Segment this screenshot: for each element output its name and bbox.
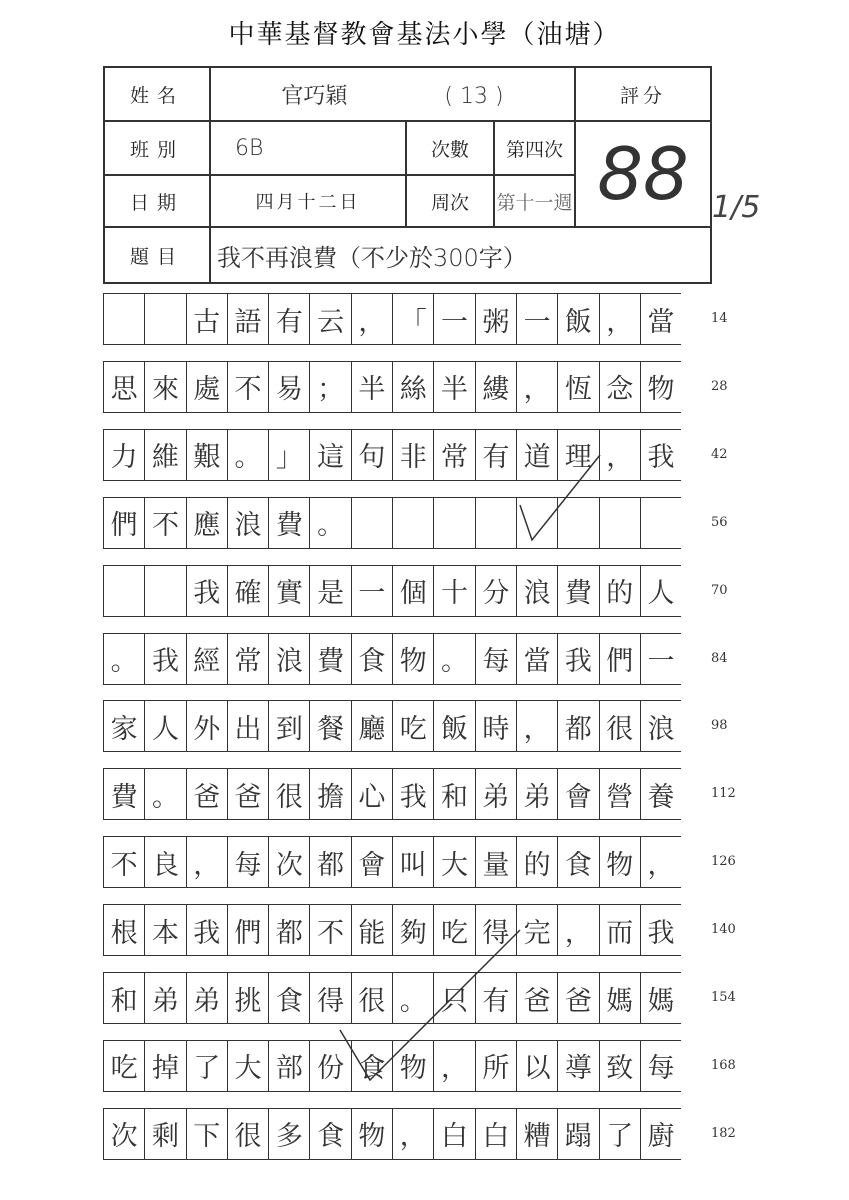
grid-cell: 養	[640, 768, 681, 820]
week-label: 周次	[406, 175, 494, 227]
name-value: 官巧穎	[281, 83, 348, 109]
grid-cell: 下	[186, 1108, 227, 1160]
grid-cell: 到	[268, 700, 309, 752]
grid-cell: 的	[516, 836, 557, 888]
character-count: 28	[711, 378, 728, 394]
grid-cell: 致	[599, 1040, 640, 1092]
grid-cell: 維	[144, 429, 185, 481]
grid-cell: 大	[227, 1040, 268, 1092]
grid-cell: 會	[351, 836, 392, 888]
grid-cell: 爸	[227, 768, 268, 820]
grid-cell: 挑	[227, 972, 268, 1024]
grid-cell	[144, 293, 185, 345]
grid-cell: 應	[186, 497, 227, 549]
grid-cell: 我	[186, 565, 227, 617]
character-count: 84	[711, 650, 728, 666]
grid-cell: 不	[144, 497, 185, 549]
grid-row	[103, 768, 736, 820]
week-value: 第十一週	[494, 175, 575, 227]
grid-cell: 古	[186, 293, 227, 345]
grid-cell: 夠	[392, 904, 433, 956]
character-count: 98	[711, 718, 728, 734]
grid-cell	[475, 497, 516, 549]
grid-cell: 人	[144, 700, 185, 752]
grid-cell: 浪	[268, 633, 309, 685]
grid-cell: 白	[433, 1108, 474, 1160]
grid-cell: 量	[475, 836, 516, 888]
grid-cell: 浪	[640, 700, 681, 752]
grid-cell: 很	[227, 1108, 268, 1160]
grid-cell: 當	[640, 293, 681, 345]
grid-cell: 家	[103, 700, 144, 752]
grid-cell: 和	[103, 972, 144, 1024]
grid-cell	[557, 497, 598, 549]
grid-cell: 叫	[392, 836, 433, 888]
grid-cell: 只	[433, 972, 474, 1024]
grid-cell: 。	[392, 972, 433, 1024]
grid-cell: 物	[640, 361, 681, 413]
grid-cell	[516, 497, 557, 549]
grid-cell: 確	[227, 565, 268, 617]
grid-cell: 費	[557, 565, 598, 617]
grid-cell: 媽	[640, 972, 681, 1024]
grid-cell: 浪	[227, 497, 268, 549]
grid-cell: 很	[268, 768, 309, 820]
grid-cell: 一	[516, 293, 557, 345]
class-number: ( 13 )	[444, 83, 504, 109]
grid-cell: 」	[268, 429, 309, 481]
grid-row	[103, 836, 736, 888]
grid-cell: 。	[309, 497, 350, 549]
grid-cell: 。	[103, 633, 144, 685]
grid-cell: 不	[309, 904, 350, 956]
grid-cell: 們	[599, 633, 640, 685]
grid-cell: 縷	[475, 361, 516, 413]
grid-row	[103, 700, 728, 752]
date-value: 四月十二日	[210, 175, 406, 227]
grid-cell: 擔	[309, 768, 350, 820]
grid-cell: 會	[557, 768, 598, 820]
grid-cell: 們	[103, 497, 144, 549]
grid-cell: 食	[309, 1108, 350, 1160]
grid-cell: 易	[268, 361, 309, 413]
grid-cell: 我	[144, 633, 185, 685]
grid-cell: ，	[186, 836, 227, 888]
grid-cell: 這	[309, 429, 350, 481]
grid-cell: 良	[144, 836, 185, 888]
grid-cell: 每	[227, 836, 268, 888]
grid-row	[103, 1108, 736, 1160]
grid-cell: 「	[392, 293, 433, 345]
character-count: 14	[711, 311, 728, 326]
grid-cell: 念	[599, 361, 640, 413]
grid-cell: 很	[599, 700, 640, 752]
grid-cell: 食	[351, 1040, 392, 1092]
grid-cell: 云	[309, 293, 350, 345]
grid-row	[103, 633, 728, 685]
grid-cell: ，	[433, 1040, 474, 1092]
grid-cell: 時	[475, 700, 516, 752]
grid-cell: 艱	[186, 429, 227, 481]
grid-cell: 次	[103, 1108, 144, 1160]
grid-cell: 。	[433, 633, 474, 685]
grid-cell: 餐	[309, 700, 350, 752]
grid-cell: 多	[268, 1108, 309, 1160]
grid-cell: 一	[640, 633, 681, 685]
grid-cell	[144, 565, 185, 617]
grid-cell: 廳	[351, 700, 392, 752]
grid-cell: 常	[433, 429, 474, 481]
grid-cell: 們	[227, 904, 268, 956]
class-value: 6B	[210, 121, 406, 175]
grid-cell: 剩	[144, 1108, 185, 1160]
grid-cell	[392, 497, 433, 549]
grid-cell: 每	[640, 1040, 681, 1092]
grid-cell: 出	[227, 700, 268, 752]
grid-cell: 是	[309, 565, 350, 617]
grid-row	[103, 565, 728, 617]
grid-cell: 了	[186, 1040, 227, 1092]
grid-cell: ，	[351, 293, 392, 345]
character-count: 42	[711, 446, 728, 462]
grid-cell: 費	[309, 633, 350, 685]
grid-cell: 白	[475, 1108, 516, 1160]
grid-cell: 飯	[433, 700, 474, 752]
grid-cell: 弟	[475, 768, 516, 820]
grid-cell: 外	[186, 700, 227, 752]
grid-cell: 都	[268, 904, 309, 956]
grid-row	[103, 497, 728, 549]
grid-cell: 浪	[516, 565, 557, 617]
grid-cell: 弟	[144, 972, 185, 1024]
grid-cell: ，	[557, 904, 598, 956]
grid-cell: 常	[227, 633, 268, 685]
grid-cell: 得	[309, 972, 350, 1024]
grid-cell: 大	[433, 836, 474, 888]
grid-cell: 十	[433, 565, 474, 617]
grid-cell: 費	[268, 497, 309, 549]
grid-cell: 吃	[433, 904, 474, 956]
grid-cell: ，	[392, 1108, 433, 1160]
grid-cell: 弟	[516, 768, 557, 820]
grid-cell: 半	[433, 361, 474, 413]
score-label: 評分	[575, 67, 711, 121]
grid-cell: 有	[475, 972, 516, 1024]
grid-cell: 完	[516, 904, 557, 956]
grid-cell: 不	[227, 361, 268, 413]
grid-cell: 得	[475, 904, 516, 956]
topic-value: 我不再浪費（不少於300字）	[210, 227, 711, 283]
info-table	[103, 66, 712, 284]
grid-cell: 營	[599, 768, 640, 820]
grid-cell: 。	[227, 429, 268, 481]
character-count: 126	[711, 854, 736, 870]
grid-cell: 廚	[640, 1108, 681, 1160]
grid-cell: 當	[516, 633, 557, 685]
school-title: 中華基督教會基法小學（油塘）	[228, 20, 621, 50]
grid-cell: ，	[599, 293, 640, 345]
grid-row	[103, 429, 728, 481]
character-count: 154	[711, 990, 736, 1005]
grid-cell: 個	[392, 565, 433, 617]
grid-cell: 飯	[557, 293, 598, 345]
grid-cell: 我	[186, 904, 227, 956]
grid-cell: 爸	[186, 768, 227, 820]
grid-cell: 份	[309, 1040, 350, 1092]
character-count: 70	[711, 582, 728, 598]
grid-cell: 理	[557, 429, 598, 481]
grid-cell: 吃	[392, 700, 433, 752]
grid-cell: ，	[516, 361, 557, 413]
side-note: 1/5	[712, 190, 761, 225]
attempt-label: 次數	[406, 121, 494, 175]
character-count: 168	[711, 1057, 736, 1073]
grid-cell: 我	[557, 633, 598, 685]
grid-cell: 爸	[516, 972, 557, 1024]
grid-cell: 半	[351, 361, 392, 413]
grid-cell: 語	[227, 293, 268, 345]
grid-cell: 一	[351, 565, 392, 617]
grid-row	[103, 1040, 736, 1092]
topic-label: 題目	[104, 227, 210, 283]
grid-cell: 來	[144, 361, 185, 413]
character-count: 112	[711, 786, 736, 802]
attempt-value: 第四次	[494, 121, 575, 175]
name-label: 姓名	[104, 67, 210, 121]
grid-cell: 處	[186, 361, 227, 413]
grid-cell: ，	[640, 836, 681, 888]
grid-cell: 恆	[557, 361, 598, 413]
grid-cell: 能	[351, 904, 392, 956]
grid-cell: 我	[640, 429, 681, 481]
grid-cell	[351, 497, 392, 549]
grid-cell: 部	[268, 1040, 309, 1092]
grid-cell: 和	[433, 768, 474, 820]
grid-cell: 掉	[144, 1040, 185, 1092]
grid-cell	[433, 497, 474, 549]
grid-cell: 物	[351, 1108, 392, 1160]
grid-cell: 句	[351, 429, 392, 481]
grid-cell: 糟	[516, 1108, 557, 1160]
character-count: 182	[711, 1125, 736, 1141]
grid-cell	[103, 293, 144, 345]
grid-cell: 次	[268, 836, 309, 888]
grid-cell: 而	[599, 904, 640, 956]
grid-cell: 不	[103, 836, 144, 888]
grid-cell: 經	[186, 633, 227, 685]
grid-cell: 根	[103, 904, 144, 956]
grid-cell: 力	[103, 429, 144, 481]
grid-cell: 非	[392, 429, 433, 481]
grid-cell: 實	[268, 565, 309, 617]
grid-cell: 都	[309, 836, 350, 888]
score-value: 88	[575, 121, 711, 227]
date-label: 日期	[104, 175, 210, 227]
grid-cell: 我	[392, 768, 433, 820]
grid-cell: 本	[144, 904, 185, 956]
grid-cell: 以	[516, 1040, 557, 1092]
grid-cell: 導	[557, 1040, 598, 1092]
grid-cell: 物	[599, 836, 640, 888]
grid-cell: 食	[557, 836, 598, 888]
grid-cell: 食	[351, 633, 392, 685]
class-label: 班別	[104, 121, 210, 175]
grid-cell: 費	[103, 768, 144, 820]
grid-cell: ，	[516, 700, 557, 752]
grid-cell: ，	[599, 429, 640, 481]
grid-row	[103, 293, 728, 345]
grid-cell: 弟	[186, 972, 227, 1024]
grid-cell: 物	[392, 633, 433, 685]
grid-cell: 一	[433, 293, 474, 345]
grid-cell: 分	[475, 565, 516, 617]
grid-cell: 都	[557, 700, 598, 752]
grid-cell: 所	[475, 1040, 516, 1092]
grid-cell: ；	[309, 361, 350, 413]
grid-cell: 人	[640, 565, 681, 617]
grid-cell: 吃	[103, 1040, 144, 1092]
grid-cell: 每	[475, 633, 516, 685]
grid-cell: 蹋	[557, 1108, 598, 1160]
grid-cell: 。	[144, 768, 185, 820]
grid-cell: 了	[599, 1108, 640, 1160]
grid-cell	[640, 497, 681, 549]
grid-cell: 很	[351, 972, 392, 1024]
grid-cell: 粥	[475, 293, 516, 345]
grid-row	[103, 972, 736, 1024]
grid-cell: 有	[475, 429, 516, 481]
grid-cell: 的	[599, 565, 640, 617]
grid-cell: 媽	[599, 972, 640, 1024]
character-count: 56	[711, 514, 728, 530]
name-field	[210, 67, 575, 121]
grid-cell	[599, 497, 640, 549]
grid-row	[103, 904, 736, 956]
grid-cell: 食	[268, 972, 309, 1024]
grid-cell: 物	[392, 1040, 433, 1092]
grid-cell: 絲	[392, 361, 433, 413]
grid-cell: 爸	[557, 972, 598, 1024]
grid-row	[103, 361, 728, 413]
grid-cell: 心	[351, 768, 392, 820]
grid-cell: 思	[103, 361, 144, 413]
grid-cell: 有	[268, 293, 309, 345]
grid-cell: 道	[516, 429, 557, 481]
grid-cell	[103, 565, 144, 617]
grid-cell: 我	[640, 904, 681, 956]
character-count: 140	[711, 922, 736, 938]
